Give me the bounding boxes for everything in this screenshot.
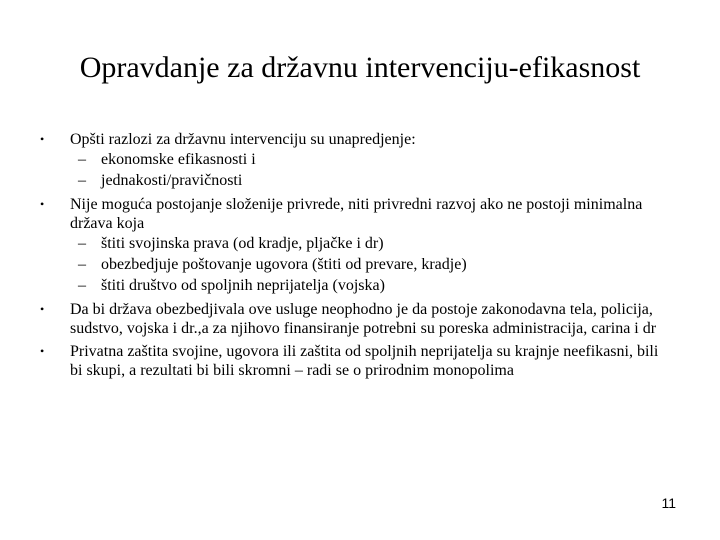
bullet-marker: • (40, 302, 45, 316)
sub-item (0, 170, 720, 191)
bullet-marker: • (40, 344, 45, 358)
bullet-item (0, 130, 670, 149)
bullet-item (0, 342, 670, 380)
bullet-marker: • (40, 197, 45, 211)
sub-item (0, 254, 720, 275)
dash-marker: – (78, 256, 86, 273)
dash-marker: – (78, 172, 86, 189)
bullet-list (0, 130, 720, 380)
sub-item-text: ekonomske efikasnosti i (101, 151, 256, 168)
page-number: 11 (661, 495, 676, 511)
bullet-text: Nije moguća postojanje složenije privrede, niti privredni razvoj ako ne postoji minimalna država koja (70, 196, 643, 232)
bullet-text: Privatna zaštita svojine, ugovora ili zaštita od spoljnih neprijatelja su krajnje neefikasni, bili bi skupi, a rezultati bi bili skromni – radi se o prirodnim monopolima (70, 343, 659, 379)
dash-marker: – (78, 151, 86, 168)
sub-item-text: štiti svojinska prava (od kradje, pljačke i dr) (101, 235, 384, 252)
bullet-text: Da bi država obezbedjivala ove usluge neophodno je da postoje zakonodavna tela, policija, sudstvo, vojska i dr.,a za njihovo finansiranje potrebni su poreska administracija, carina i dr (70, 301, 657, 337)
sub-item (0, 275, 720, 296)
dash-marker: – (78, 277, 86, 294)
sub-item (0, 233, 720, 254)
sub-item-text: štiti društvo od spoljnih neprijatelja (vojska) (101, 277, 385, 294)
slide-title: Opravdanje za državnu intervenciju-efikasnost (79, 51, 641, 84)
sub-item-text: obezbedjuje poštovanje ugovora (štiti od prevare, kradje) (101, 256, 467, 273)
bullet-item (0, 195, 670, 233)
sub-item-text: jednakosti/pravičnosti (101, 172, 243, 189)
sub-item (0, 149, 720, 170)
bullet-item (0, 300, 670, 338)
bullet-text: Opšti razlozi za državnu intervenciju su unapredjenje: (70, 131, 416, 148)
bullet-marker: • (40, 132, 45, 146)
dash-marker: – (78, 235, 86, 252)
